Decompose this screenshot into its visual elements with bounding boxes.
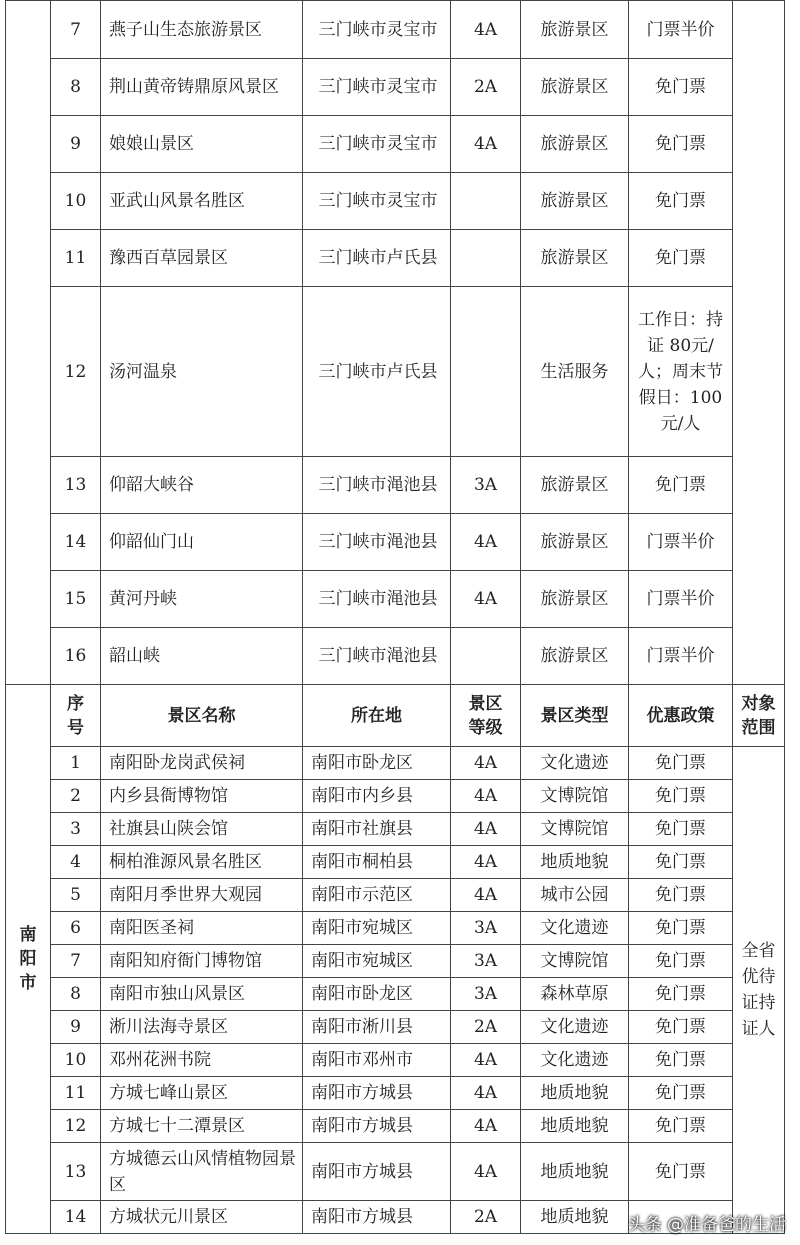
table-row [6, 912, 785, 945]
row-type: 地质地貌 [521, 846, 629, 879]
row-type: 文博院馆 [521, 780, 629, 813]
row-grade: 4A [451, 846, 521, 879]
row-location: 南阳市内乡县 [303, 780, 451, 813]
row-location [303, 571, 451, 628]
row-grade [451, 230, 521, 287]
row-name: 方城七峰山景区 [101, 1077, 303, 1110]
row-location: 南阳市宛城区 [303, 912, 451, 945]
row-policy: 免门票 [629, 1044, 733, 1077]
table-row [6, 59, 785, 116]
row-name: 南阳卧龙岗武侯祠 [101, 747, 303, 780]
row-grade: 4A [451, 514, 521, 571]
table-row [6, 879, 785, 912]
row-policy: 免门票 [629, 813, 733, 846]
table-row [6, 813, 785, 846]
table-row [6, 1143, 785, 1201]
row-location: 南阳市卧龙区 [303, 978, 451, 1011]
table-row [6, 116, 785, 173]
row-type: 旅游景区 [521, 116, 629, 173]
row-name: 亚武山风景名胜区 [101, 173, 303, 230]
row-grade [451, 628, 521, 685]
row-policy: 免门票 [629, 1143, 733, 1201]
row-location: 南阳市桐柏县 [303, 846, 451, 879]
row-location: 南阳市方城县 [303, 1201, 451, 1234]
row-location [303, 230, 451, 287]
row-grade: 4A [451, 780, 521, 813]
table-row [6, 173, 785, 230]
row-location-text: 三门峡市卢氏县 [318, 248, 438, 268]
row-name: 荆山黄帝铸鼎原风景区 [101, 59, 303, 116]
row-no: 7 [51, 1, 101, 59]
row-type: 文化遗迹 [521, 1011, 629, 1044]
row-name: 方城七十二潭景区 [101, 1110, 303, 1143]
row-location-text: 三门峡市卢氏县 [318, 361, 438, 382]
row-no: 2 [51, 780, 101, 813]
table-row [6, 747, 785, 780]
row-location: 南阳市宛城区 [303, 945, 451, 978]
header-scope [733, 685, 785, 747]
row-grade: 4A [451, 571, 521, 628]
row-location [303, 628, 451, 685]
row-location-text: 三门峡市灵宝市 [318, 19, 438, 40]
row-type: 旅游景区 [521, 457, 629, 514]
row-grade: 4A [451, 879, 521, 912]
row-location-text: 三门峡市渑池县 [318, 589, 438, 609]
row-grade: 3A [451, 945, 521, 978]
row-location [303, 1, 451, 59]
row-location [303, 287, 451, 457]
row-grade: 4A [451, 116, 521, 173]
row-type: 文化遗迹 [521, 1044, 629, 1077]
header-name: 景区名称 [101, 685, 303, 747]
row-name: 娘娘山景区 [101, 116, 303, 173]
row-policy: 免门票 [629, 846, 733, 879]
row-policy: 免门票 [629, 173, 733, 230]
row-name: 方城状元川景区 [101, 1201, 303, 1234]
row-location: 南阳市示范区 [303, 879, 451, 912]
row-type: 文博院馆 [521, 813, 629, 846]
header-no [51, 685, 101, 747]
row-no: 8 [51, 978, 101, 1011]
header-no-label: 序号 [67, 693, 84, 738]
scope-cell [733, 747, 785, 1234]
row-policy: 免门票 [629, 1110, 733, 1143]
row-type: 旅游景区 [521, 59, 629, 116]
header-row [6, 685, 785, 747]
row-policy-text: 工作日：持证 80元/人；周末节假日：100元/人 [638, 309, 723, 434]
table-row [6, 287, 785, 457]
row-no: 16 [51, 628, 101, 685]
row-no: 14 [51, 514, 101, 571]
row-name: 南阳知府衙门博物馆 [101, 945, 303, 978]
row-location [303, 173, 451, 230]
header-grade [451, 685, 521, 747]
row-type: 旅游景区 [521, 173, 629, 230]
row-name: 南阳月季世界大观园 [101, 879, 303, 912]
row-type: 旅游景区 [521, 514, 629, 571]
row-policy: 免门票 [629, 912, 733, 945]
row-policy: 免门票 [629, 230, 733, 287]
city-name: 南阳市 [19, 925, 37, 993]
row-name: 桐柏淮源风景名胜区 [101, 846, 303, 879]
row-policy: 免门票 [629, 1011, 733, 1044]
row-no: 11 [51, 1077, 101, 1110]
row-grade: 2A [451, 1201, 521, 1234]
row-policy: 免门票 [629, 1077, 733, 1110]
row-policy: 门票半价 [629, 514, 733, 571]
row-type: 文博院馆 [521, 945, 629, 978]
row-grade: 4A [451, 1110, 521, 1143]
city-cell-blank [6, 1, 51, 685]
table-row [6, 780, 785, 813]
row-location-text: 三门峡市灵宝市 [318, 134, 438, 154]
row-location [303, 514, 451, 571]
row-name: 汤河温泉 [101, 287, 303, 457]
table-row [6, 1110, 785, 1143]
row-grade: 3A [451, 457, 521, 514]
row-location-text: 三门峡市灵宝市 [318, 191, 438, 211]
row-name: 内乡县衙博物馆 [101, 780, 303, 813]
row-type: 旅游景区 [521, 1, 629, 59]
header-scope-label: 对象范围 [741, 693, 776, 738]
row-type: 文化遗迹 [521, 912, 629, 945]
row-no: 5 [51, 879, 101, 912]
row-no: 13 [51, 1143, 101, 1201]
row-grade: 3A [451, 978, 521, 1011]
row-location-text: 三门峡市渑池县 [318, 475, 438, 495]
row-location [303, 59, 451, 116]
table-row [6, 514, 785, 571]
table-row [6, 846, 785, 879]
row-no: 11 [51, 230, 101, 287]
row-type: 城市公园 [521, 879, 629, 912]
row-grade: 3A [451, 912, 521, 945]
row-no: 14 [51, 1201, 101, 1234]
row-grade: 2A [451, 1011, 521, 1044]
table-row [6, 230, 785, 287]
row-location: 南阳市邓州市 [303, 1044, 451, 1077]
row-no: 13 [51, 457, 101, 514]
row-name: 黄河丹峡 [101, 571, 303, 628]
row-type: 文化遗迹 [521, 747, 629, 780]
row-no: 10 [51, 1044, 101, 1077]
row-grade: 2A [451, 59, 521, 116]
row-location [303, 457, 451, 514]
row-name: 社旗县山陕会馆 [101, 813, 303, 846]
row-type: 地质地貌 [521, 1077, 629, 1110]
row-name: 韶山峡 [101, 628, 303, 685]
row-type: 地质地貌 [521, 1201, 629, 1234]
row-location: 南阳市淅川县 [303, 1011, 451, 1044]
row-policy: 免门票 [629, 978, 733, 1011]
row-name: 仰韶仙门山 [101, 514, 303, 571]
table-row [6, 1077, 785, 1110]
row-grade: 4A [451, 1077, 521, 1110]
row-location: 南阳市卧龙区 [303, 747, 451, 780]
row-policy: 门票半价 [629, 571, 733, 628]
row-location: 南阳市方城县 [303, 1077, 451, 1110]
row-no: 12 [51, 287, 101, 457]
row-name: 燕子山生态旅游景区 [101, 1, 303, 59]
row-grade: 4A [451, 1044, 521, 1077]
row-policy: 门票半价 [629, 628, 733, 685]
row-policy: 免门票 [629, 59, 733, 116]
row-name: 豫西百草园景区 [101, 230, 303, 287]
row-no: 9 [51, 1011, 101, 1044]
row-policy: 免门票 [629, 945, 733, 978]
table-row [6, 945, 785, 978]
row-no: 7 [51, 945, 101, 978]
row-no: 8 [51, 59, 101, 116]
watermark: 头条 @准备爸的生活 [627, 1215, 786, 1235]
header-type: 景区类型 [521, 685, 629, 747]
row-name: 南阳市独山风景区 [101, 978, 303, 1011]
row-grade: 4A [451, 747, 521, 780]
table-row [6, 1044, 785, 1077]
scenic-spot-table [5, 0, 785, 1234]
table-row [6, 1, 785, 59]
row-type: 旅游景区 [521, 571, 629, 628]
row-location-text: 三门峡市渑池县 [318, 532, 438, 552]
row-policy: 免门票 [629, 116, 733, 173]
row-grade: 4A [451, 1143, 521, 1201]
table-row [6, 1011, 785, 1044]
row-policy: 免门票 [629, 780, 733, 813]
header-grade-label: 景区等级 [468, 693, 503, 738]
row-type: 旅游景区 [521, 230, 629, 287]
row-location: 南阳市社旗县 [303, 813, 451, 846]
table-row [6, 457, 785, 514]
row-policy [629, 287, 733, 457]
row-no: 1 [51, 747, 101, 780]
row-no: 3 [51, 813, 101, 846]
row-name: 方城德云山风情植物园景区 [101, 1143, 303, 1201]
table-row [6, 571, 785, 628]
row-policy: 门票半价 [629, 1, 733, 59]
row-policy: 免门票 [629, 457, 733, 514]
row-location: 南阳市方城县 [303, 1110, 451, 1143]
row-no: 4 [51, 846, 101, 879]
row-no: 9 [51, 116, 101, 173]
row-location [303, 116, 451, 173]
scope-text: 全省优待证持证人 [741, 941, 776, 1039]
nanyang-section [6, 685, 785, 1234]
row-name: 淅川法海寺景区 [101, 1011, 303, 1044]
row-type: 旅游景区 [521, 628, 629, 685]
row-grade: 4A [451, 1, 521, 59]
row-grade: 4A [451, 813, 521, 846]
row-grade [451, 173, 521, 230]
row-grade [451, 287, 521, 457]
row-name: 邓州花洲书院 [101, 1044, 303, 1077]
row-no: 6 [51, 912, 101, 945]
row-type: 地质地貌 [521, 1110, 629, 1143]
sanmenxia-section [6, 1, 785, 685]
row-location-text: 三门峡市渑池县 [318, 646, 438, 666]
row-no: 12 [51, 1110, 101, 1143]
scope-cell-blank [733, 1, 785, 685]
row-type: 生活服务 [521, 287, 629, 457]
row-type: 地质地貌 [521, 1143, 629, 1201]
header-location: 所在地 [303, 685, 451, 747]
row-policy: 免门票 [629, 879, 733, 912]
row-location-text: 三门峡市灵宝市 [318, 77, 438, 97]
header-policy: 优惠政策 [629, 685, 733, 747]
table-row [6, 628, 785, 685]
row-location: 南阳市方城县 [303, 1143, 451, 1201]
table-row [6, 978, 785, 1011]
row-name: 南阳医圣祠 [101, 912, 303, 945]
row-no: 10 [51, 173, 101, 230]
row-policy: 免门票 [629, 747, 733, 780]
row-type: 森林草原 [521, 978, 629, 1011]
row-no: 15 [51, 571, 101, 628]
row-name: 仰韶大峡谷 [101, 457, 303, 514]
city-cell [6, 685, 51, 1234]
